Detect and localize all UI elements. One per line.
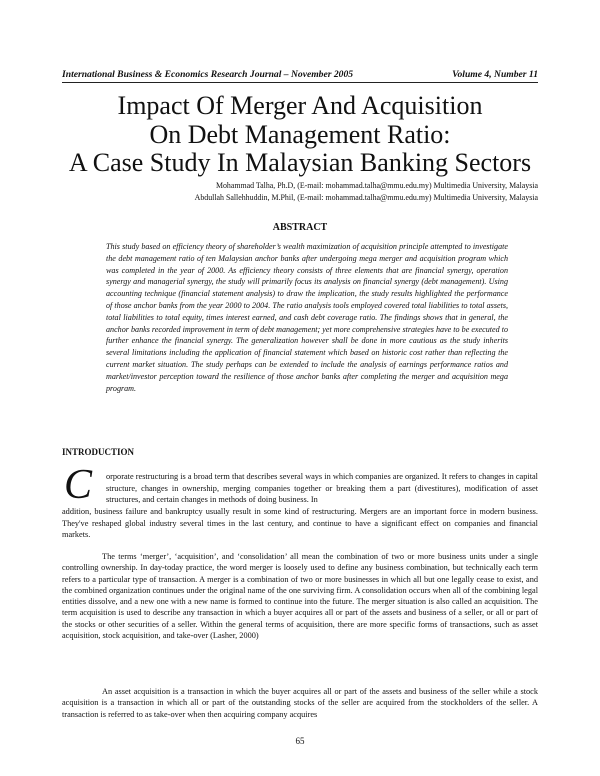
header-rule (62, 82, 538, 83)
abstract-heading: ABSTRACT (272, 222, 328, 233)
title-line-1: Impact Of Merger And Acquisition (117, 91, 483, 120)
paragraph-2: The terms ‘merger’, ‘acquisition’, and ‘consolidation’ all mean the combination of two or more business units under a single controlling ownership. In day-today practice, the word merger is loosely used to define any business combination, but technically each term refers to a particular type of transaction. A merger is a combination of two or more businesses in which all but one legally cease to exist, and the combined organization continues under the original name of the one surviving firm. A consolidation occurs when all of the combining legal entities dissolve, and a new one with a new name is formed to continue into the future. The merger situation is also called an acquisition. The term acquisition is used to describe any transaction in which a buyer acquires all or part of the assets and business of a seller, or all or part of the stocks or other securities of a seller. Within the general terms of acquisition, there are more specific forms of transactions, such as asset acquisition, stock acquisition, and take-over (Lasher, 2000) (62, 552, 538, 641)
volume-number: Volume 4, Number 11 (452, 69, 538, 80)
title-line-3: A Case Study In Malaysian Banking Sectors (68, 148, 532, 177)
paper-title (40, 92, 560, 178)
paragraph-1-opening: orporate restructuring is a broad term that describes several ways in which companies are organized. It refers to changes in capital structure, changes in ownership, merging companies together or breaking them a part (divestitures), modification of asset structures, and certain changes in methods of doing business. In (106, 472, 538, 505)
introduction-heading: INTRODUCTION (62, 447, 135, 457)
running-header (62, 69, 538, 80)
drop-cap: C (64, 462, 93, 508)
page-number: 65 (295, 736, 305, 746)
author-list (70, 180, 538, 203)
title-line-2: On Debt Management Ratio: (149, 119, 451, 149)
abstract-text: This study based on efficiency theory of shareholder’s wealth maximization of acquisition principle attempted to investigate the debt management ratio of ten Malaysian anchor banks after undergoing mega merger and acquisition program which was completed in the year of 2000. As efficiency theory consists of three elements that are financial synergy, operation synergy and managerial synergy, the study will primarily focus its analysis on financial synergy (debt management). Using accounting technique (financial statement analysis) to draw the implication, the study results highlighted the performance of those anchor banks from the year 2000 to 2004. The ratio analysis tools employed covered total liabilities to total assets, total liabilities to total equity, times interest earned, and cash debt coverage ratio. The findings shows that in general, the anchor banks recorded improvement in term of debt management; yet more comprehensive strategies have to be executed to further enhance the financial synergy. The generalization however shall be done in more cautious as the study inherits several limitations including the application of financial statement which based on historic cost rather than reflecting the current market situation. The study perhaps can be extended to include the analysis of earnings performance ratios and market/investor perception toward the resilience of those anchor banks after completing the merger and acquisition mega program. (106, 242, 508, 393)
author-line: Abdullah Sallehhuddin, M.Phil, (E-mail: mohammad.talha@mmu.edu.my) Multimedia University, Malaysia (194, 192, 538, 202)
author-line: Mohammad Talha, Ph.D, (E-mail: mohammad.talha@mmu.edu.my) Multimedia University, Malaysia (215, 181, 538, 190)
paragraph-3: An asset acquisition is a transaction in which the buyer acquires all or part of the assets and business of the seller while a stock acquisition is a transaction in which all or part of the outstanding stocks of the seller are acquired from the stockholders of the seller. A transaction is referred to as take-over when then acquiring company acquires (62, 687, 538, 719)
journal-name: International Business & Economics Research Journal – November 2005 (62, 69, 354, 80)
paragraph-1-continuation: addition, business failure and bankruptcy usually result in some kind of restructuring. Mergers are an important force in modern business. They've reshaped global industry several times in the last century, and continue to have a significant effect on companies and financial markets. (62, 507, 538, 540)
